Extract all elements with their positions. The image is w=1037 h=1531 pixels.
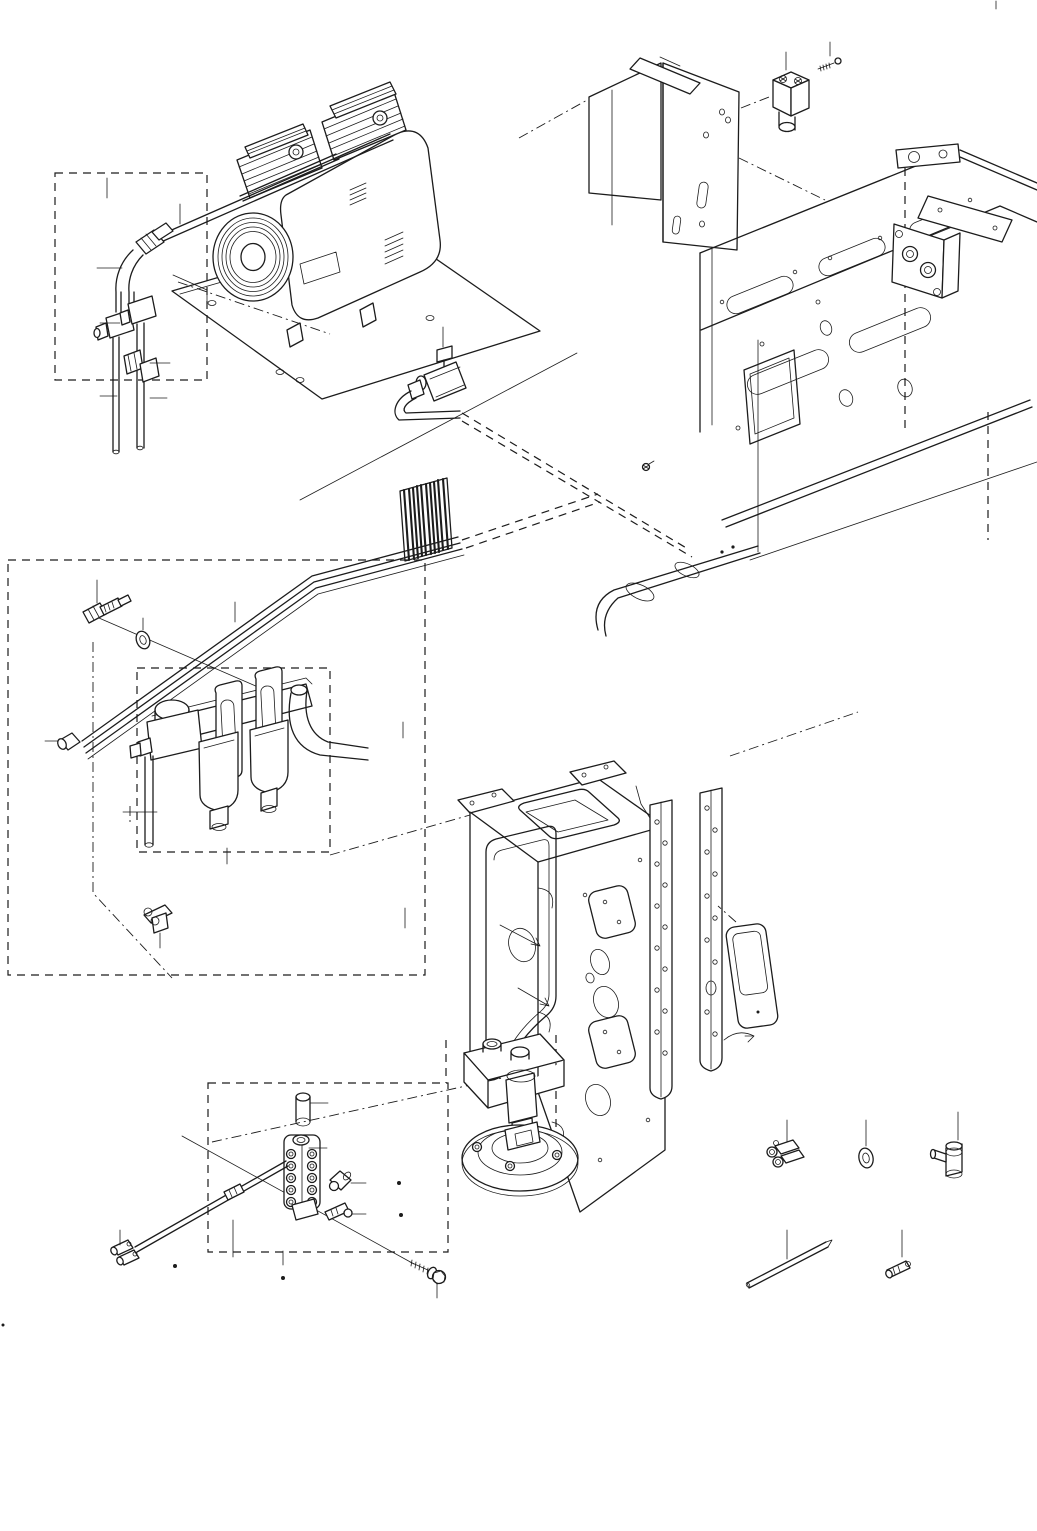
frame-port-block (892, 196, 1012, 298)
manifold-block (284, 1135, 327, 1220)
manifold-elbow-fitting (330, 1171, 367, 1191)
vent-grille (400, 478, 452, 561)
compressor-assembly (116, 82, 540, 399)
leveling-foot (462, 1034, 578, 1196)
solenoid-screw (818, 42, 841, 71)
manifold-straight-fitting (325, 1203, 366, 1220)
hex-bolt (410, 1260, 446, 1298)
spare-washer (857, 1120, 875, 1169)
callout-box-manifold (208, 1040, 448, 1252)
mounting-bracket-panel (589, 57, 739, 250)
hole-rail-left (650, 800, 672, 1099)
callout-box-compressor-tubes (55, 173, 207, 380)
spare-straight-fitting (885, 1230, 911, 1279)
hose-barb-fitting (83, 580, 131, 623)
spare-tube (746, 1230, 832, 1288)
upper-frame (596, 144, 1037, 636)
filter-regulator-unit (123, 667, 368, 864)
left-elbow-fitting (45, 733, 80, 751)
sealing-washer (134, 618, 152, 651)
compressor-tube-group (94, 178, 180, 454)
drain-tee-fitting (144, 905, 172, 948)
cable-assembly (110, 1161, 288, 1266)
small-screw (643, 461, 655, 471)
silencer-cap (296, 1093, 328, 1126)
side-panel (718, 906, 779, 1029)
spare-tee-fitting (767, 1120, 804, 1167)
spare-branch-fitting (931, 1112, 963, 1178)
solenoid-connector (773, 42, 841, 132)
